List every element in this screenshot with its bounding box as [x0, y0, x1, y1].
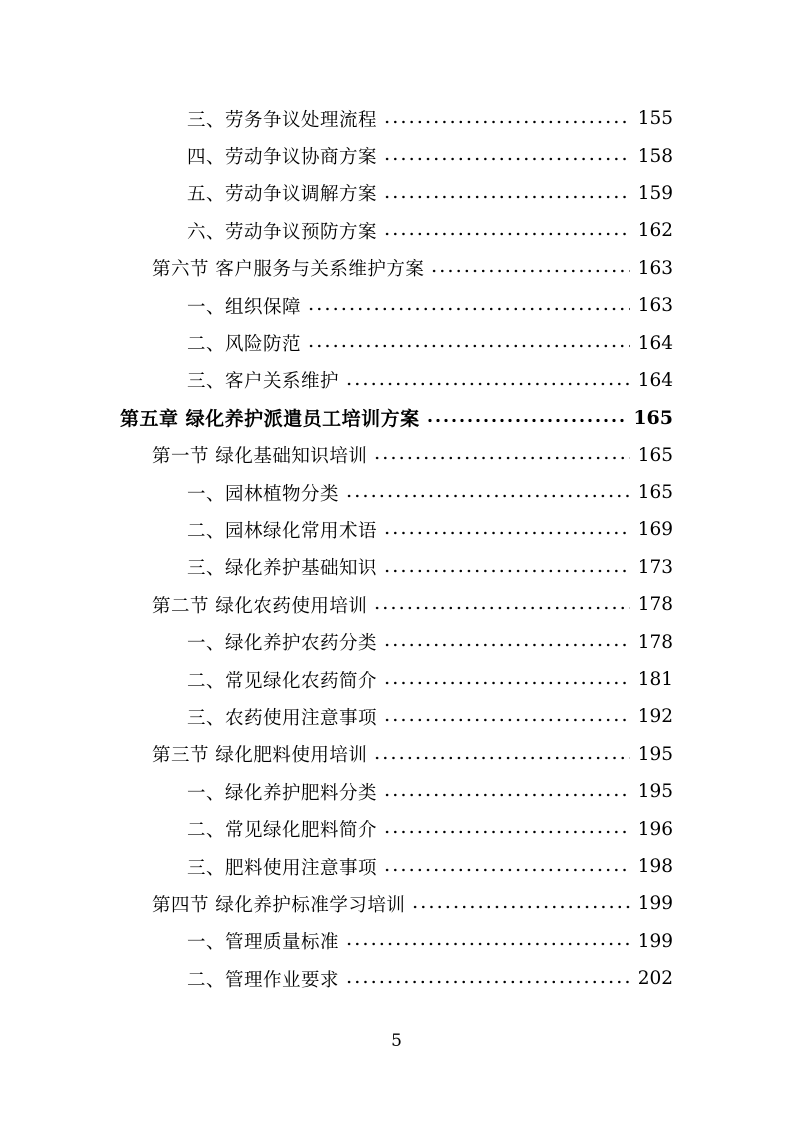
toc-dot-leader: [383, 708, 630, 727]
toc-entry-page: 162: [637, 220, 673, 242]
toc-entry-title: 二、园林绿化常用术语: [187, 520, 378, 542]
toc-entry-title: 第一节 绿化基础知识培训: [152, 446, 368, 468]
toc-subsection-entry[interactable]: [0, 137, 793, 174]
toc-entry-page: 164: [637, 369, 673, 391]
toc-entry-page: 169: [637, 519, 673, 541]
toc-dot-leader: [373, 596, 629, 615]
toc-entry-title: 一、组织保障: [187, 296, 302, 318]
toc-dot-leader: [383, 820, 630, 839]
toc-dot-leader: [411, 895, 629, 914]
toc-entry-page: 155: [637, 108, 673, 130]
toc-entry-page: 165: [633, 406, 673, 429]
toc-dot-leader: [383, 558, 630, 577]
toc-dot-leader: [345, 483, 630, 502]
toc-subsection-entry[interactable]: [0, 175, 793, 212]
toc-entry-title: 二、管理作业要求: [187, 969, 340, 991]
toc-subsection-entry[interactable]: [0, 698, 793, 735]
toc-subsection-entry[interactable]: [0, 661, 793, 698]
toc-section-entry[interactable]: [0, 736, 793, 773]
toc-subsection-entry[interactable]: [0, 100, 793, 137]
toc-dot-leader: [383, 184, 630, 203]
toc-section-entry[interactable]: [0, 586, 793, 623]
toc-subsection-entry[interactable]: [0, 287, 793, 324]
toc-entry-page: 158: [637, 145, 673, 167]
toc-entry-title: 三、农药使用注意事项: [187, 707, 378, 729]
toc-dot-leader: [307, 334, 630, 353]
toc-entry-title: 二、常见绿化农药简介: [187, 670, 378, 692]
toc-dot-leader: [430, 259, 629, 278]
toc-subsection-entry[interactable]: [0, 623, 793, 660]
toc-subsection-entry[interactable]: [0, 362, 793, 399]
toc-entry-title: 三、绿化养护基础知识: [187, 558, 378, 580]
toc-entry-title: 第六节 客户服务与关系维护方案: [152, 259, 425, 281]
toc-dot-leader: [345, 932, 630, 951]
toc-subsection-entry[interactable]: [0, 923, 793, 960]
toc-entry-page: 199: [637, 930, 673, 952]
toc-entry-title: 一、绿化养护农药分类: [187, 633, 378, 655]
toc-entry-page: 164: [637, 332, 673, 354]
toc-entry-page: 173: [637, 556, 673, 578]
toc-entry-title: 第二节 绿化农药使用培训: [152, 595, 368, 617]
toc-entry-title: 第三节 绿化肥料使用培训: [152, 745, 368, 767]
toc-chapter-entry[interactable]: [0, 399, 793, 436]
page-number: 5: [391, 1031, 402, 1051]
toc-dot-leader: [383, 521, 630, 540]
toc-entry-title: 三、客户关系维护: [187, 371, 340, 393]
toc-section-entry[interactable]: [0, 250, 793, 287]
toc-entry-page: 165: [637, 482, 673, 504]
toc-entry-page: 196: [637, 818, 673, 840]
toc-subsection-entry[interactable]: [0, 960, 793, 997]
toc-entry-title: 五、劳动争议调解方案: [187, 184, 378, 206]
toc-entry-page: 163: [637, 257, 673, 279]
toc-dot-leader: [383, 670, 630, 689]
toc-section-entry[interactable]: [0, 885, 793, 922]
toc-subsection-entry[interactable]: [0, 474, 793, 511]
toc-dot-leader: [383, 109, 630, 128]
toc-dot-leader: [383, 147, 630, 166]
toc-entry-title: 四、劳动争议协商方案: [187, 147, 378, 169]
toc-subsection-entry[interactable]: [0, 848, 793, 885]
toc-dot-leader: [426, 408, 626, 427]
toc-entry-page: 199: [637, 893, 673, 915]
toc-dot-leader: [383, 857, 630, 876]
toc-dot-leader: [373, 745, 629, 764]
toc-entry-page: 178: [637, 594, 673, 616]
toc-entry-page: 192: [637, 706, 673, 728]
toc-entry-page: 202: [637, 968, 673, 990]
toc-subsection-entry[interactable]: [0, 773, 793, 810]
toc-entry-title: 六、劳动争议预防方案: [187, 221, 378, 243]
toc-section-entry[interactable]: [0, 437, 793, 474]
toc-subsection-entry[interactable]: [0, 212, 793, 249]
toc-entry-title: 一、管理质量标准: [187, 932, 340, 954]
toc-dot-leader: [383, 782, 630, 801]
toc-subsection-entry[interactable]: [0, 549, 793, 586]
toc-dot-leader: [307, 296, 630, 315]
toc-entry-title: 第四节 绿化养护标准学习培训: [152, 894, 406, 916]
toc-dot-leader: [373, 446, 629, 465]
toc-entry-title: 一、园林植物分类: [187, 483, 340, 505]
toc-entry-page: 181: [637, 669, 673, 691]
toc-dot-leader: [383, 633, 630, 652]
toc-entry-title: 第五章 绿化养护派遣员工培训方案: [120, 408, 420, 431]
toc-entry-title: 三、肥料使用注意事项: [187, 857, 378, 879]
toc-subsection-entry[interactable]: [0, 511, 793, 548]
toc-entry-page: 178: [637, 631, 673, 653]
toc-subsection-entry[interactable]: [0, 324, 793, 361]
toc-dot-leader: [345, 969, 630, 988]
toc-entry-page: 165: [637, 444, 673, 466]
toc-entry-title: 三、劳务争议处理流程: [187, 109, 378, 131]
toc-dot-leader: [345, 371, 630, 390]
toc-entry-page: 195: [637, 743, 673, 765]
table-of-contents: [0, 100, 793, 997]
toc-entry-title: 二、常见绿化肥料简介: [187, 820, 378, 842]
toc-entry-page: 198: [637, 856, 673, 877]
toc-entry-title: 一、绿化养护肥料分类: [187, 782, 378, 804]
toc-dot-leader: [383, 222, 630, 241]
toc-entry-page: 195: [637, 781, 673, 803]
toc-entry-title: 二、风险防范: [187, 334, 302, 356]
toc-entry-page: 163: [637, 295, 673, 317]
toc-subsection-entry[interactable]: [0, 810, 793, 847]
toc-entry-page: 159: [637, 182, 673, 204]
